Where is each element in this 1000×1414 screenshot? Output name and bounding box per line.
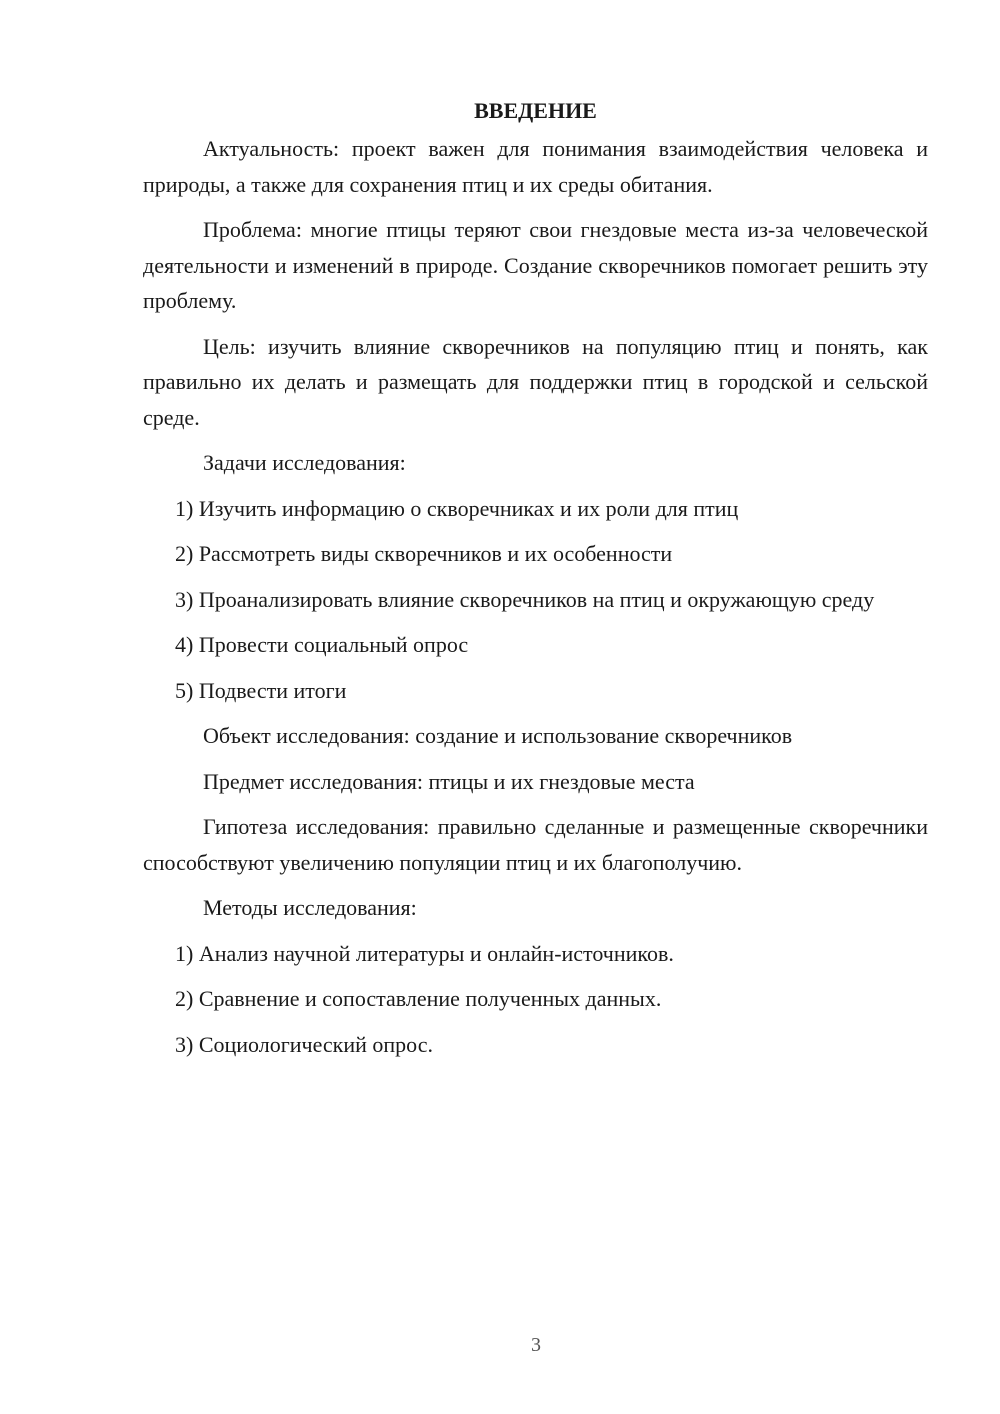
subject-paragraph: Предмет исследования: птицы и их гнездовые места [203,768,695,794]
method-item: 1) Анализ научной литературы и онлайн-источников. [175,940,674,966]
methods-heading: Методы исследования: [203,895,417,920]
problem-paragraph: Проблема: многие птицы теряют свои гнездовые места из-за человеческой деятельности и изменений в природе. Создание скворечников помогает решить эту проблему. [143,217,928,313]
task-item: 4) Провести социальный опрос [175,632,469,657]
method-item: 2) Сравнение и сопоставление полученных данных. [175,986,662,1011]
section-title: ВВЕДЕНИЕ [474,98,597,123]
page-number: 3 [531,1334,541,1356]
task-item: 5) Подвести итоги [175,677,347,703]
task-item: 3) Проанализировать влияние скворечников на птиц и окружающую среду [175,586,875,612]
object-paragraph: Объект исследования: создание и использование скворечников [203,723,793,748]
relevance-paragraph: Актуальность: проект важен для понимания взаимодействия человека и природы, а также для сохранения птиц и их среды обитания. [143,136,928,197]
tasks-heading: Задачи исследования: [203,450,406,475]
goal-paragraph: Цель: изучить влияние скворечников на популяцию птиц и понять, как правильно их делать и размещать для поддержки птиц в городской и сельской среде. [143,333,928,430]
hypothesis-paragraph: Гипотеза исследования: правильно сделанные и размещенные скворечники способствуют увеличению популяции птиц и их благополучию. [143,814,928,875]
page-content [143,97,928,1072]
task-item: 2) Рассмотреть виды скворечников и их особенности [175,541,673,566]
method-item: 3) Социологический опрос. [175,1031,433,1057]
task-item: 1) Изучить информацию о скворечниках и их роли для птиц [175,495,739,521]
